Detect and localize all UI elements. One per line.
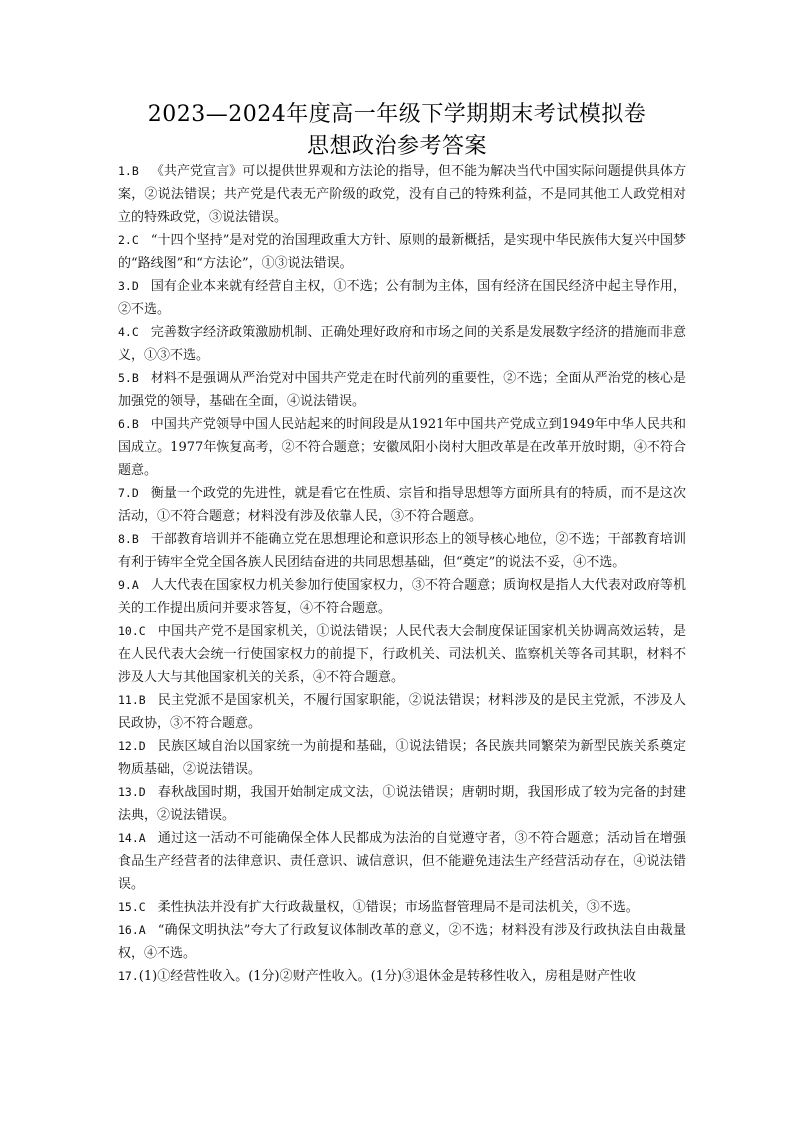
answer-item [118, 229, 686, 275]
answer-explanation: 民主党派不是国家机关，不履行国家职能，②说法错误；材料涉及的是民主党派，不涉及人民政协，③不符合题意。 [118, 693, 686, 731]
answer-number: 12.D [118, 739, 146, 753]
answer-item [118, 367, 686, 413]
answer-explanation: 国有企业本来就有经营自主权，①不选；公有制为主体，国有经济在国民经济中起主导作用，②不选。 [118, 279, 686, 317]
answer-explanation: “确保文明执法”夸大了行政复议体制改革的意义，②不选；材料没有涉及行政执法自由裁量权，④不选。 [118, 923, 686, 961]
answer-item [118, 574, 686, 620]
answer-number: 1.B [118, 164, 139, 178]
answer-explanation: (1)①经营性收入。(1分)②财产性收入。(1分)③退休金是转移性收入，房租是财产性收 [138, 969, 637, 984]
answer-item [118, 528, 686, 574]
answer-item [118, 896, 686, 919]
answer-item [118, 620, 686, 689]
answer-number: 4.C [118, 325, 139, 339]
answer-item [118, 482, 686, 528]
answer-item [118, 965, 686, 988]
answer-explanation: 干部教育培训并不能确立党在思想理论和意识形态上的领导核心地位，②不选；干部教育培训有利于铸牢全党全国各族人民团结奋进的共同思想基础，但“奠定”的说法不妥，④不选。 [118, 532, 686, 570]
answer-item [118, 413, 686, 482]
answer-explanation: 《共产党宣言》可以提供世界观和方法论的指导，但不能为解决当代中国实际问题提供具体方案，②说法错误；共产党是代表无产阶级的政党，没有自己的特殊利益，不是同其他工人政党相对立的特殊政党，③说法错误。 [118, 164, 686, 225]
page-title: 2023—2024年度高一年级下学期期末考试模拟卷 [147, 102, 647, 127]
answer-number: 8.B [118, 532, 139, 546]
answer-number: 14.A [118, 831, 146, 845]
answer-number: 11.B [118, 693, 146, 707]
answer-item [118, 321, 686, 367]
answer-explanation: 柔性执法并没有扩大行政裁量权，①错误；市场监督管理局不是司法机关，③不选。 [157, 900, 639, 915]
answer-number: 6.B [118, 417, 139, 431]
answer-number: 17. [118, 969, 139, 983]
answer-explanation: 春秋战国时期，我国开始制定成文法，①说法错误；唐朝时期，我国形成了较为完备的封建法典，②说法错误。 [118, 785, 686, 823]
answer-number: 2.C [118, 233, 139, 247]
answer-number: 15.C [118, 900, 146, 914]
answer-explanation: 中国共产党领导中国人民站起来的时间段是从1921年中国共产党成立到1949年中华人民共和国成立。1977年恢复高考，②不符合题意；安徽凤阳小岗村大胆改革是在改革开放时期，④不符合题意。 [118, 417, 686, 478]
answer-item [118, 275, 686, 321]
page-subtitle: 思想政治参考答案 [306, 134, 487, 159]
answer-number: 10.C [118, 624, 146, 638]
answer-explanation: “十四个坚持”是对党的治国理政重大方针、原则的最新概括，是实现中华民族伟大复兴中国梦的“路线图”和“方法论”，①③说法错误。 [118, 233, 686, 271]
answer-explanation: 衡量一个政党的先进性，就是看它在性质、宗旨和指导思想等方面所具有的特质，而不是这次活动，①不符合题意；材料没有涉及依靠人民，③不符合题意。 [118, 486, 686, 524]
answer-item [118, 919, 686, 965]
answer-number: 3.D [118, 279, 139, 293]
answer-number: 13.D [118, 785, 146, 799]
answer-item [118, 160, 686, 229]
answer-item [118, 781, 686, 827]
answer-number: 16.A [118, 923, 146, 937]
answer-explanation: 通过这一活动不可能确保全体人民都成为法治的自觉遵守者，③不符合题意；活动旨在增强食品生产经营者的法律意识、责任意识、诚信意识，但不能避免违法生产经营活动存在，④说法错误。 [118, 831, 686, 892]
answer-number: 7.D [118, 486, 139, 500]
answer-number: 9.A [118, 578, 139, 592]
answer-item [118, 827, 686, 896]
answer-explanation: 中国共产党不是国家机关，①说法错误；人民代表大会制度保证国家机关协调高效运转，是在人民代表大会统一行使国家权力的前提下，行政机关、司法机关、监察机关等各司其职，材料不涉及人大与其他国家机关的关系，④不符合题意。 [118, 624, 686, 685]
answer-explanation: 完善数字经济政策激励机制、正确处理好政府和市场之间的关系是发展数字经济的措施而非意义，①③不选。 [118, 325, 686, 363]
answer-item [118, 735, 686, 781]
answer-explanation: 人大代表在国家权力机关参加行使国家权力，③不符合题意；质询权是指人大代表对政府等机关的工作提出质问并要求答复，④不符合题意。 [118, 578, 686, 616]
answer-list [118, 160, 686, 988]
answer-number: 5.B [118, 371, 139, 385]
answer-explanation: 材料不是强调从严治党对中国共产党走在时代前列的重要性，②不选；全面从严治党的核心是加强党的领导，基础在全面，④说法错误。 [118, 371, 686, 409]
answer-explanation: 民族区域自治以国家统一为前提和基础，①说法错误；各民族共同繁荣为新型民族关系奠定物质基础，②说法错误。 [118, 739, 686, 777]
answer-item [118, 689, 686, 735]
